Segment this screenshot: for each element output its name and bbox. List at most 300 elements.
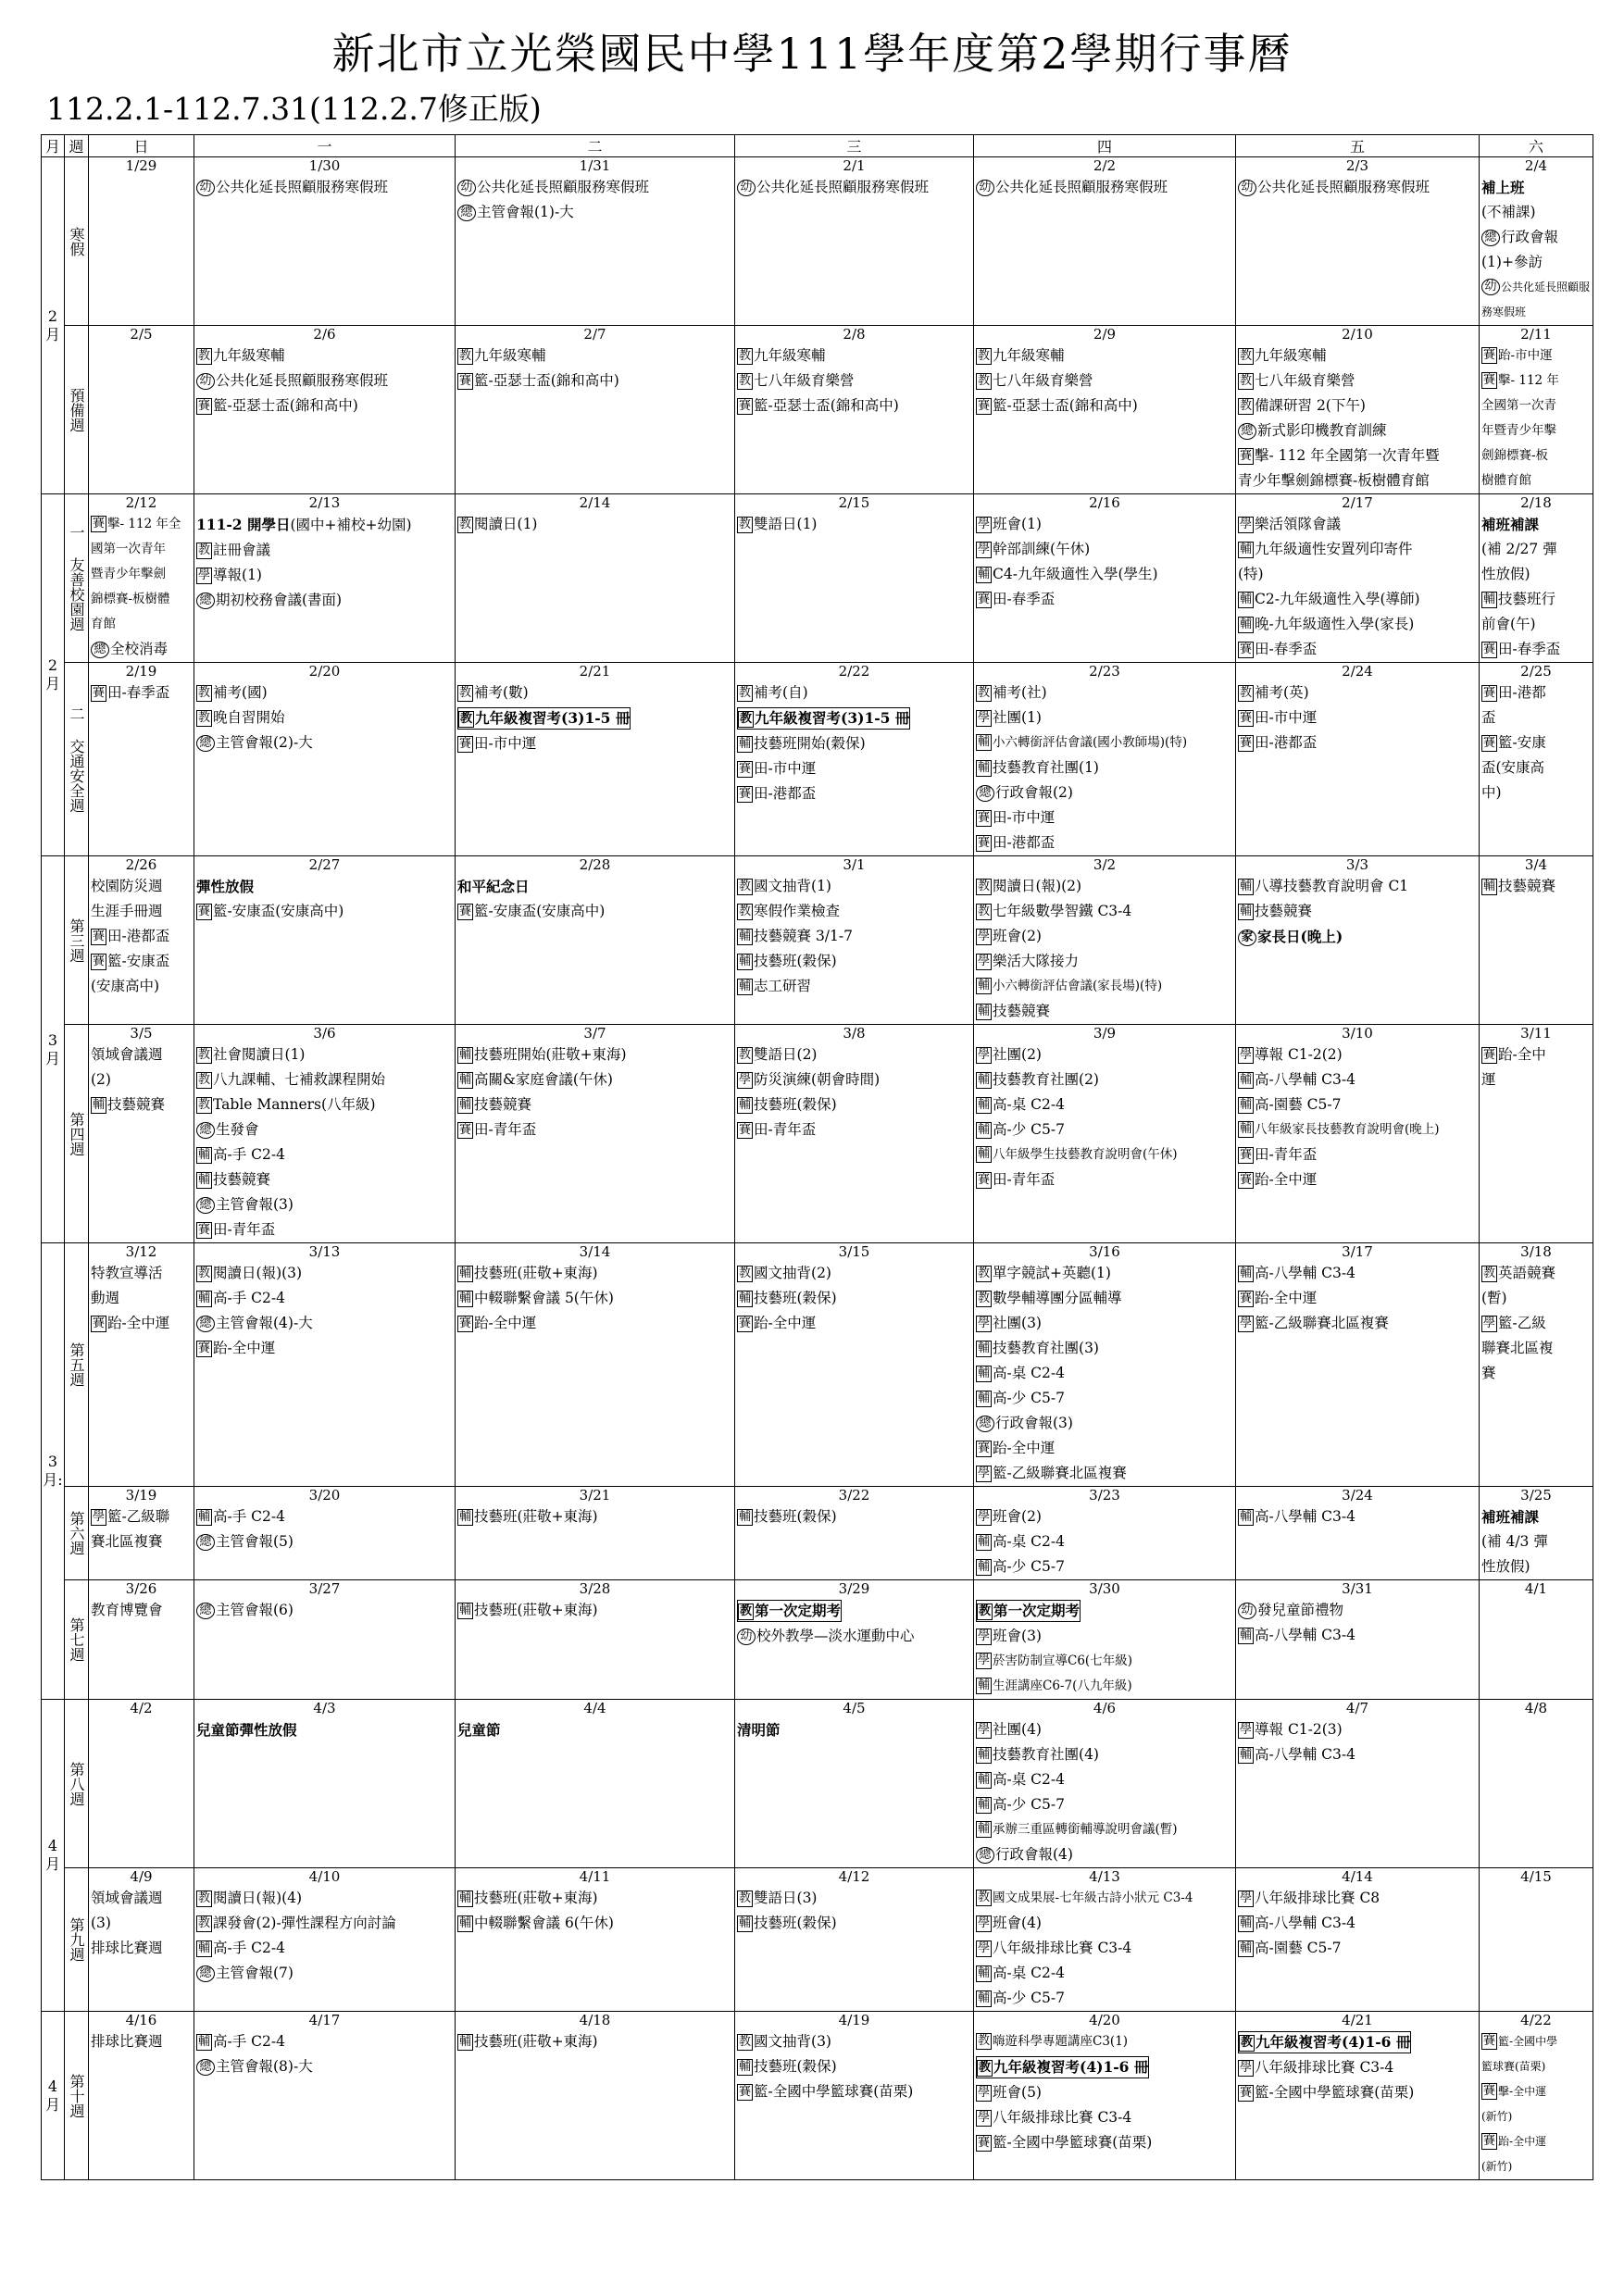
category-tag: 總 [457,205,476,221]
event-text: 田-港都盃 [754,785,817,802]
event-text: 校園防災週 [91,878,163,894]
calendar-event [976,999,1233,1024]
calendar-event [457,1092,732,1117]
day-date: 2/20 [194,663,456,681]
day-events-cell [735,175,974,326]
category-tag: 學 [1240,1048,1253,1062]
category-tag: 學 [1240,1723,1253,1737]
calendar-event [1481,2154,1591,2179]
day-events-cell [1480,1504,1593,1580]
calendar-event [1238,730,1477,755]
category-tag: 賽 [1483,2084,1496,2098]
event-text: 技藝競賽 [107,1096,166,1113]
calendar-event [1238,512,1477,537]
day-date: 3/6 [194,1025,456,1043]
week-events-row [42,1886,1593,2012]
week-events-row [42,1042,1593,1243]
category-tag: 賽 [739,399,752,413]
calendar-event [737,1117,971,1142]
event-text: 公共化延長照顧服務寒假班 [995,179,1168,195]
calendar-event [976,1461,1233,1486]
event-text: 補班補課 [1481,1508,1540,1526]
event-text: 技藝班(穀保) [754,1096,837,1113]
calendar-event [1238,587,1477,612]
calendar-event [457,1261,732,1286]
col-header-week: 週 [65,135,89,157]
calendar-event [196,563,453,588]
event-text: 田-港都 [1498,684,1546,701]
calendar-event [1238,1167,1477,1192]
calendar-event [1238,1504,1477,1529]
month-label: 4月 [42,2012,65,2180]
day-date: 2/7 [456,326,735,344]
category-tag: 教 [739,880,752,893]
day-date: 1/31 [456,157,735,176]
calendar-event [737,924,971,949]
category-tag: 輔 [1240,1628,1253,1642]
day-date: 3/12 [89,1243,194,1262]
category-tag: 幼 [976,180,994,196]
calendar-event [1481,705,1591,730]
event-text: 公共化延長照顧服務寒假班 [1481,281,1591,318]
event-text: 技藝競賽 [993,1003,1051,1019]
calendar-event [1481,1504,1591,1529]
day-date: 3/23 [974,1487,1236,1505]
event-text: 高-手 C2-4 [213,1290,286,1306]
category-tag: 賽 [978,836,991,850]
event-text: 技藝班(穀保) [754,1508,837,1525]
category-tag: 賽 [459,905,472,918]
day-date: 3/8 [735,1025,974,1043]
calendar-event [1238,1717,1477,1742]
event-text: 籃球賽(苗栗) [1481,2060,1546,2073]
category-tag: 賽 [459,737,472,751]
category-tag: 學 [978,1916,991,1930]
week-date-row [42,1580,1593,1599]
category-tag: 輔 [739,955,752,968]
event-text: 九年級複習考(4)1-6 冊 [1255,2033,1411,2051]
category-tag: 學 [978,1510,991,1524]
calendar-event [976,1961,1233,1986]
event-text: 高-桌 C2-4 [993,1771,1066,1788]
category-tag: 輔 [978,1678,991,1692]
calendar-event [91,974,192,999]
calendar-event [457,1042,732,1067]
category-tag: 學 [978,1316,991,1330]
event-text: 行政會報(4) [995,1846,1073,1863]
day-date: 2/16 [974,494,1236,513]
week-events-row [42,874,1593,1025]
category-tag: 輔 [1240,1122,1253,1136]
category-tag: 學 [978,1941,991,1955]
category-tag: 賽 [1240,1292,1253,1305]
event-text: 技藝班(穀保) [754,1915,837,1931]
event-text: 導報 C1-2(3) [1255,1721,1343,1738]
category-tag: 賽 [93,930,106,943]
event-text: 幹部訓練(午休) [993,541,1091,557]
event-text: 高關&家庭會議(午休) [474,1071,613,1088]
day-date: 4/14 [1236,1868,1480,1887]
calendar-event [976,1886,1233,1911]
category-tag: 總 [196,1122,215,1139]
category-tag: 賽 [1240,2086,1253,2100]
event-text: 行政會報(3) [995,1415,1073,1431]
category-tag: 賽 [1240,1148,1253,1162]
event-text: 生涯講座C6-7(八九年級) [993,1678,1132,1693]
event-text: 籃-全國中學籃球賽(苗栗) [754,2083,914,2100]
calendar-event [91,562,192,587]
day-events-cell [194,874,456,1025]
event-text: 高-園藝 C5-7 [1255,1096,1342,1113]
week-date-row [42,1243,1593,1262]
event-text: 性放假) [1481,1558,1530,1575]
day-events-cell [456,1261,735,1487]
category-tag: 輔 [739,1098,752,1112]
event-text: 田-港都盃 [1255,734,1318,751]
day-date: 2/4 [1480,157,1593,176]
day-date: 2/11 [1480,326,1593,344]
category-tag: 輔 [978,1004,991,1018]
col-header-sat: 六 [1480,135,1593,157]
category-tag: 學 [978,2111,991,2125]
calendar-event [737,1504,971,1529]
event-text: 補考(英) [1255,684,1309,701]
calendar-event [196,899,453,924]
calendar-event [737,343,971,368]
category-tag: 輔 [1240,1098,1253,1112]
event-text: 公共化延長照顧服務寒假班 [216,372,389,389]
event-text: 技藝班(莊敬+東海) [474,2033,598,2050]
week-events-row [42,1504,1593,1580]
calendar-event [457,512,732,537]
event-text: 高-八學輔 C3-4 [1255,1265,1356,1281]
calendar-event [196,874,453,899]
category-tag: 教 [739,1267,752,1280]
week-label: 一 友善校園週 [65,494,89,663]
event-text: (補 2/27 彈 [1481,541,1557,557]
event-text: 錦標賽-板樹體 [91,592,170,606]
calendar-event [1481,393,1591,418]
calendar-event [976,393,1233,418]
event-text: 補考(國) [213,684,268,701]
calendar-event [737,899,971,924]
day-date: 2/2 [974,157,1236,176]
day-date: 3/26 [89,1580,194,1599]
category-tag: 賽 [978,399,991,413]
calendar-event [976,1600,1081,1622]
col-header-fri: 五 [1236,135,1480,157]
event-text: 七八年級育樂營 [754,372,855,389]
calendar-event [91,924,192,949]
calendar-event [1481,680,1591,705]
calendar-event [91,1886,192,1911]
calendar-event [91,512,192,537]
category-tag: 教 [460,712,473,726]
category-tag: 賽 [1483,373,1496,387]
category-tag: 學 [978,543,991,556]
event-text: 生發會 [216,1121,259,1138]
day-date: 3/5 [89,1025,194,1043]
category-tag: 學 [1240,2061,1253,2075]
category-tag: 輔 [198,1173,211,1187]
day-date: 3/28 [456,1580,735,1599]
category-tag: 輔 [978,1535,991,1549]
category-tag: 總 [976,1416,994,1432]
day-date: 4/21 [1236,2012,1480,2030]
calendar-event [1481,2054,1591,2079]
event-text: 主管會報(5) [216,1533,294,1550]
calendar-event [976,2080,1233,2105]
calendar-event [457,1717,732,1742]
category-tag: 教 [739,2035,752,2049]
day-events-cell [89,680,194,856]
category-tag: 學 [978,930,991,943]
calendar-event [1481,874,1591,899]
category-tag: 教 [198,686,211,700]
event-text: Table Manners(八年級) [213,1096,376,1113]
category-tag: 賽 [93,955,106,968]
event-text: 八年級排球比賽 C3-4 [993,2109,1132,2126]
calendar-event [1238,1261,1477,1286]
category-tag: 輔 [1240,593,1253,606]
calendar-event [976,730,1233,755]
category-tag: 賽 [739,1316,752,1330]
calendar-event [196,1042,453,1067]
event-text: 補考(社) [993,684,1047,701]
calendar-event [976,899,1233,924]
event-text: 雙語日(3) [754,1890,818,1906]
school-calendar-table [41,134,1593,2180]
day-events-cell [1236,680,1480,856]
calendar-event [1481,1311,1591,1336]
calendar-event [976,1529,1233,1554]
calendar-event [976,562,1233,587]
day-date: 3/25 [1480,1487,1593,1505]
event-text: 班會(2) [993,928,1042,944]
calendar-event [91,1042,192,1067]
event-text: 年暨青少年擊 [1481,423,1556,438]
calendar-event [196,1717,453,1742]
calendar-event [976,755,1233,780]
day-date: 3/9 [974,1025,1236,1043]
category-tag: 輔 [459,2035,472,2049]
calendar-event [457,175,732,200]
day-date: 3/19 [89,1487,194,1505]
event-text: 補考(數) [474,684,529,701]
category-tag: 總 [91,642,109,658]
category-tag: 學 [1240,1891,1253,1905]
category-tag: 輔 [1240,1267,1253,1280]
calendar-event [91,680,192,705]
event-text: 九年級寒輔 [213,347,285,364]
event-text: 校外教學—淡水運動中心 [756,1628,915,1644]
category-tag: 輔 [978,735,991,749]
event-text: (2) [91,1071,111,1088]
event-text: 賽北區複賽 [91,1533,163,1550]
event-text: 籃-乙級聯賽北區複賽 [993,1465,1127,1481]
day-events-cell [1480,1042,1593,1243]
week-date-row [42,1868,1593,1887]
day-events-cell [89,2029,194,2180]
category-tag: 輔 [459,1891,472,1905]
event-text: 社團(4) [993,1721,1042,1738]
category-tag: 輔 [1240,1916,1253,1930]
calendar-event [457,2029,732,2054]
event-text: 前會(午) [1481,616,1536,632]
calendar-event [457,1886,732,1911]
calendar-event [1238,637,1477,662]
category-tag: 教 [198,1048,211,1062]
calendar-event [737,974,971,999]
event-text: 社團(1) [993,709,1042,726]
calendar-event [737,781,971,806]
calendar-event [196,2029,453,2054]
day-date: 2/5 [89,326,194,344]
day-date: 2/18 [1480,494,1593,513]
calendar-event [91,1529,192,1554]
event-text: 技藝競賽 [213,1171,271,1188]
category-tag: 賽 [198,1223,211,1237]
calendar-event [1238,2080,1477,2105]
event-text: 技藝班(莊敬+東海) [474,1602,598,1618]
calendar-event [976,512,1233,537]
category-tag: 教 [198,711,211,725]
calendar-event [196,393,453,418]
event-text: 晚自習開始 [213,709,285,726]
calendar-event [457,1911,732,1936]
category-tag: 輔 [1240,1748,1253,1762]
event-text: 新式影印機教育訓練 [1257,422,1387,439]
day-events-cell [735,343,974,494]
day-events-cell [1480,1886,1593,2012]
calendar-event [737,1092,971,1117]
calendar-event [457,899,732,924]
day-date: 4/6 [974,1700,1236,1718]
category-tag: 輔 [1240,880,1253,893]
event-text: 發兒童節禮物 [1257,1602,1344,1618]
event-text: 主管會報(2)-大 [216,734,313,751]
calendar-event [196,368,453,393]
category-tag: 幼 [196,373,215,390]
category-tag: 總 [196,2059,215,2076]
event-text: 籃-安康盃 [107,953,170,969]
week-events-row [42,343,1593,494]
day-events-cell [735,1042,974,1243]
calendar-event [976,924,1233,949]
category-tag: 教 [739,374,752,388]
calendar-body [42,157,1593,2180]
event-text: 國文抽背(1) [754,878,831,894]
event-text: 育館 [91,617,116,631]
event-text: 領域會議週 [91,1046,163,1063]
day-events-cell [89,1261,194,1487]
calendar-event [1481,343,1591,368]
event-text: 樂活大隊接力 [993,953,1080,969]
week-events-row [42,1598,1593,1700]
calendar-event [976,1436,1233,1461]
day-events-cell [1236,175,1480,326]
calendar-event [737,756,971,781]
day-events-cell [1480,175,1593,326]
calendar-event [196,2054,453,2079]
event-text: 田-青年盃 [993,1171,1056,1188]
category-tag: 教 [978,1267,991,1280]
week-date-row [42,1025,1593,1043]
calendar-event [457,680,732,705]
day-events-cell [735,2029,974,2180]
day-date: 3/7 [456,1025,735,1043]
calendar-event [976,1504,1233,1529]
calendar-event [976,1117,1233,1142]
calendar-event [737,2054,971,2079]
event-text: 社團(2) [993,1046,1042,1063]
event-text: 籃-亞瑟士盃(錦和高中) [993,397,1138,414]
day-events-cell [456,680,735,856]
col-header-month: 月 [42,135,65,157]
event-text: 田-市中運 [754,760,817,777]
calendar-event [1238,924,1477,949]
day-events-cell [89,175,194,326]
day-date: 3/22 [735,1487,974,1505]
day-date: 3/18 [1480,1243,1593,1262]
event-text: 高-少 C5-7 [993,1558,1066,1575]
calendar-event [457,1117,732,1142]
event-text: 雙語日(1) [754,516,818,532]
category-tag: 教 [978,1292,991,1305]
day-events-cell [974,2029,1236,2180]
day-date: 3/13 [194,1243,456,1262]
event-text: 籃-乙級聯 [107,1508,170,1525]
category-tag: 賽 [978,811,991,825]
category-tag: 幼 [196,180,215,196]
event-text: 跆-市中運 [1498,348,1553,363]
category-tag: 教 [978,2034,991,2048]
event-text: 高-桌 C2-4 [993,1096,1066,1113]
calendar-event [737,1886,971,1911]
calendar-event [976,949,1233,974]
event-text: 高-手 C2-4 [213,1508,286,1525]
event-text: 小六轉銜評估會議(家長場)(特) [993,979,1163,993]
day-date: 4/19 [735,2012,974,2030]
event-text: 九年級寒輔 [1255,347,1327,364]
calendar-event [1481,2129,1591,2154]
category-tag: 賽 [93,1316,106,1330]
day-date: 4/22 [1480,2012,1593,2030]
day-date: 2/8 [735,326,974,344]
category-tag: 學 [93,1510,106,1524]
col-header-mon: 一 [194,135,456,157]
event-text: 八九課輔、七補救課程開始 [213,1071,386,1088]
event-text: 小六轉銜評估會議(國小教師場)(特) [993,735,1188,750]
category-tag: 輔 [1240,1941,1253,1955]
event-text: 技藝競賽 [1255,903,1313,919]
event-text: 單字競試+英聽(1) [993,1265,1111,1281]
calendar-event [91,612,192,637]
event-text: 技藝教育社團(2) [993,1071,1099,1088]
calendar-event [1481,1261,1591,1286]
event-text: 劍錦標賽-板 [1481,448,1549,463]
category-tag: 輔 [1240,1073,1253,1087]
event-text: 暨青少年擊劍 [91,567,166,581]
event-text: (安康高中) [91,978,160,994]
day-events-cell [1480,512,1593,663]
calendar-event [1481,2104,1591,2129]
event-text: 田-春季盃 [1498,641,1561,657]
day-events-cell [194,1261,456,1487]
calendar-event [737,1067,971,1092]
category-tag: 教 [1483,1267,1496,1280]
category-tag: 教 [198,1073,211,1087]
